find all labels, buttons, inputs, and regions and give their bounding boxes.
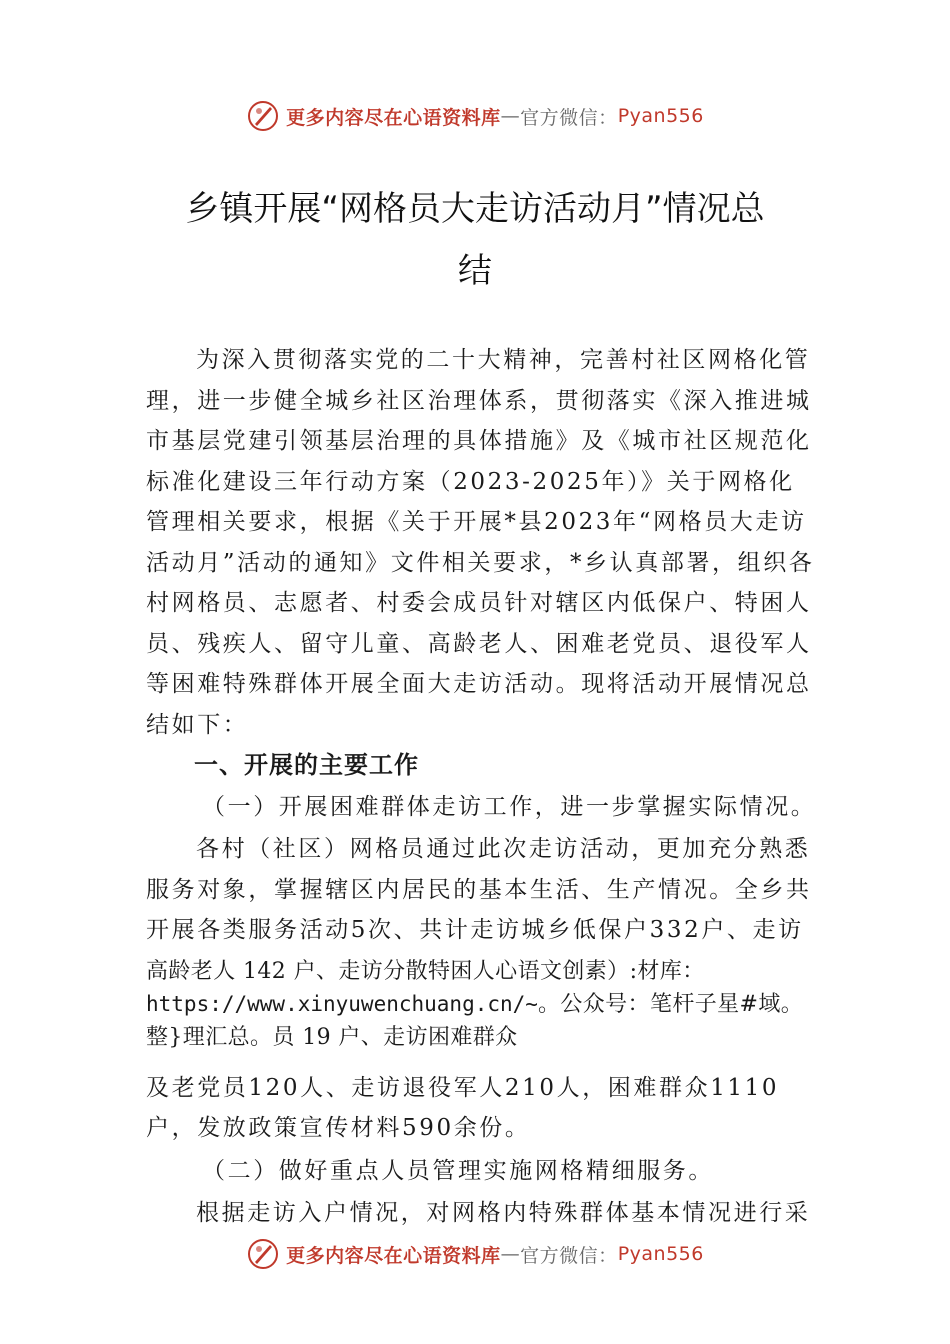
document-body <box>146 340 818 1233</box>
watermark-site-text: 更多内容尽在心语资料库 <box>286 106 501 129</box>
inline-url: https://www.xinyuwenchuang.cn/~ <box>146 991 538 1016</box>
quill-seal-icon <box>246 1237 280 1271</box>
paragraph-2: 各村（社区）网格员通过此次走访活动，更加充分熟悉服务对象，掌握辖区内居民的基本生活、生产情况。全乡共开展各类服务活动5次、共计走访城乡低保户332户、走访 <box>146 836 812 943</box>
title-line-1: 乡镇开展“网格员大走访活动月”情况总 <box>185 189 765 229</box>
paragraph-3: 根据走访入户情况，对网格内特殊群体基本情况进行采 <box>196 1199 811 1226</box>
watermark-wechat-label: 官方微信： <box>520 106 618 129</box>
paragraph-2-end: 及老党员120人、走访退役军人210人，困难群众1110户，发放政策宣传材料590余份。 <box>146 1074 780 1141</box>
subsection-heading-1: （一）开展困难群体走访工作，进一步掌握实际情况。 <box>202 794 817 820</box>
subsection-heading-2: （二）做好重点人员管理实施网格精细服务。 <box>202 1157 714 1184</box>
intro-paragraph: 为深入贯彻落实党的二十大精神，完善村社区网格化管理，进一步健全城乡社区治理体系，贯彻落实《深入推进城市基层党建引领基层治理的具体措施》及《城市社区规范化标准化建设三年行动方案（2023-2025年）》关于网格化管理相关要求，根据《关于开展*县2023年“网格员大走访活动月”活动的通知》文件相关要求，*乡认真部署，组织各村网格员、志愿者、村委会成员针对辖区内低保户、特困人员、残疾人、留守儿童、高龄老人、困难老党员、退役军人等困难特殊群体开展全面大走访活动。现将活动开展情况总结如下： <box>146 347 815 738</box>
watermark-inline-text <box>146 955 818 1054</box>
watermark-banner-bottom <box>0 1232 950 1276</box>
inline-text-b: 。公众号：笔杆子星#域。整}理汇总。员 19 户、走访困难群众 <box>146 991 804 1050</box>
watermark-site-text: 更多内容尽在心语资料库 <box>286 1244 501 1267</box>
title-line-2: 结 <box>458 251 492 291</box>
watermark-dash: — <box>500 105 521 127</box>
watermark-wechat-label: 官方微信： <box>520 1244 618 1267</box>
document-title <box>145 178 805 302</box>
watermark-banner-top <box>0 94 950 138</box>
watermark-wechat-id: Pyan556 <box>617 105 704 127</box>
watermark-wechat-id: Pyan556 <box>617 1243 704 1265</box>
inline-text-a: 高龄老人 142 户、走访分散特困人心语文创素）:材库： <box>146 958 705 984</box>
section-heading-1: 一、开展的主要工作 <box>194 751 419 779</box>
watermark-dash: — <box>500 1243 521 1265</box>
quill-seal-icon <box>246 99 280 133</box>
